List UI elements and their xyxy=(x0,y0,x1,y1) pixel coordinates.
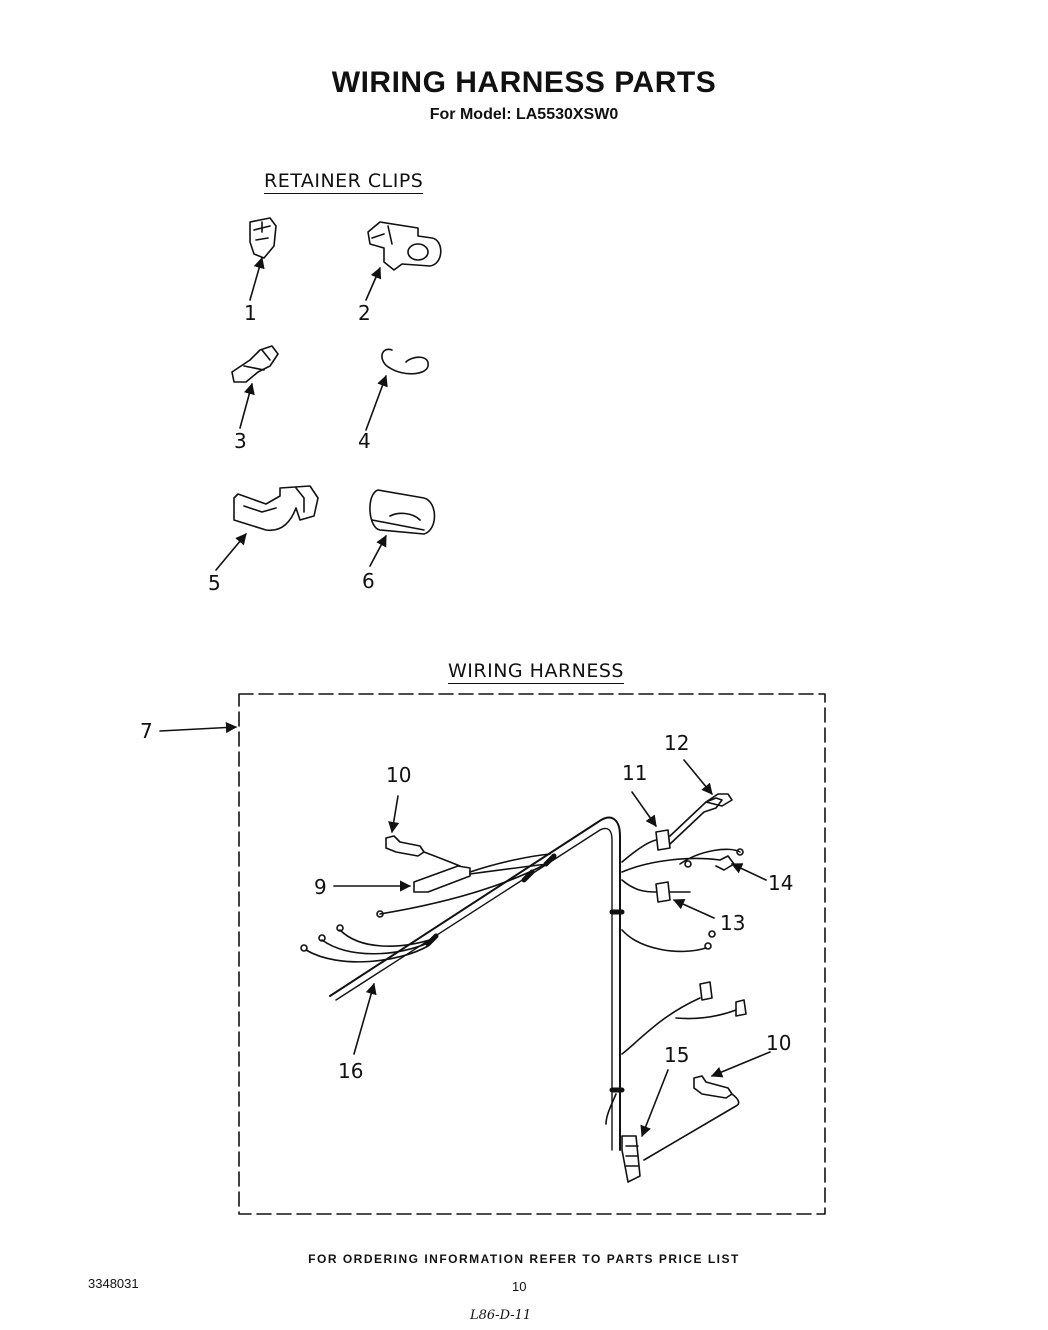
retainer-clip-1-icon xyxy=(250,218,276,258)
handwritten-note: L86-D-11 xyxy=(470,1308,532,1323)
arrow-15 xyxy=(642,1070,668,1136)
arrow-7 xyxy=(160,727,236,731)
part-number-15: 15 xyxy=(664,1043,690,1067)
ordering-note: FOR ORDERING INFORMATION REFER TO PARTS PRICE LIST xyxy=(308,1252,740,1266)
part-number-2: 2 xyxy=(358,301,371,325)
model-subtitle: For Model: LA5530XSW0 xyxy=(429,106,619,123)
arrow-16 xyxy=(354,984,374,1054)
arrow-3 xyxy=(240,384,252,428)
document-number: 3348031 xyxy=(88,1276,139,1291)
wiring-harness-heading: WIRING HARNESS xyxy=(448,660,624,682)
arrow-6 xyxy=(370,536,386,566)
retainer-clip-3-icon xyxy=(232,346,278,382)
part-number-7: 7 xyxy=(140,719,153,743)
arrow-1 xyxy=(250,258,262,300)
page-number: 10 xyxy=(512,1279,527,1294)
part-number-1: 1 xyxy=(244,301,257,325)
arrow-10b xyxy=(712,1052,770,1076)
retainer-clips-heading: RETAINER CLIPS xyxy=(264,170,424,192)
part-number-4: 4 xyxy=(358,429,371,453)
wiring-harness-frame xyxy=(239,694,825,1214)
arrow-11 xyxy=(632,792,656,826)
part-number-3: 3 xyxy=(234,429,247,453)
part-number-14: 14 xyxy=(768,871,794,895)
part-number-10-lower: 10 xyxy=(766,1031,792,1055)
part-number-5: 5 xyxy=(208,571,221,595)
retainer-clip-2-icon xyxy=(368,222,441,270)
part-number-11: 11 xyxy=(622,761,648,785)
arrow-13 xyxy=(674,900,714,918)
part-number-9: 9 xyxy=(314,875,327,899)
arrow-10a xyxy=(392,796,398,832)
part-number-16: 16 xyxy=(338,1059,364,1083)
arrow-12 xyxy=(684,760,712,794)
arrow-14 xyxy=(732,864,766,880)
retainer-clip-4-icon xyxy=(382,349,428,373)
part-number-12: 12 xyxy=(664,731,690,755)
part-number-13: 13 xyxy=(720,911,746,935)
arrow-5 xyxy=(216,534,246,570)
arrow-4 xyxy=(366,376,386,430)
page-title: WIRING HARNESS PARTS xyxy=(331,66,717,99)
part-number-6: 6 xyxy=(362,569,375,593)
retainer-clip-5-icon xyxy=(234,486,318,530)
retainer-clip-6-icon xyxy=(370,490,435,534)
arrow-2 xyxy=(366,268,380,300)
part-number-10-upper: 10 xyxy=(386,763,412,787)
wiring-harness-icon xyxy=(301,794,746,1182)
